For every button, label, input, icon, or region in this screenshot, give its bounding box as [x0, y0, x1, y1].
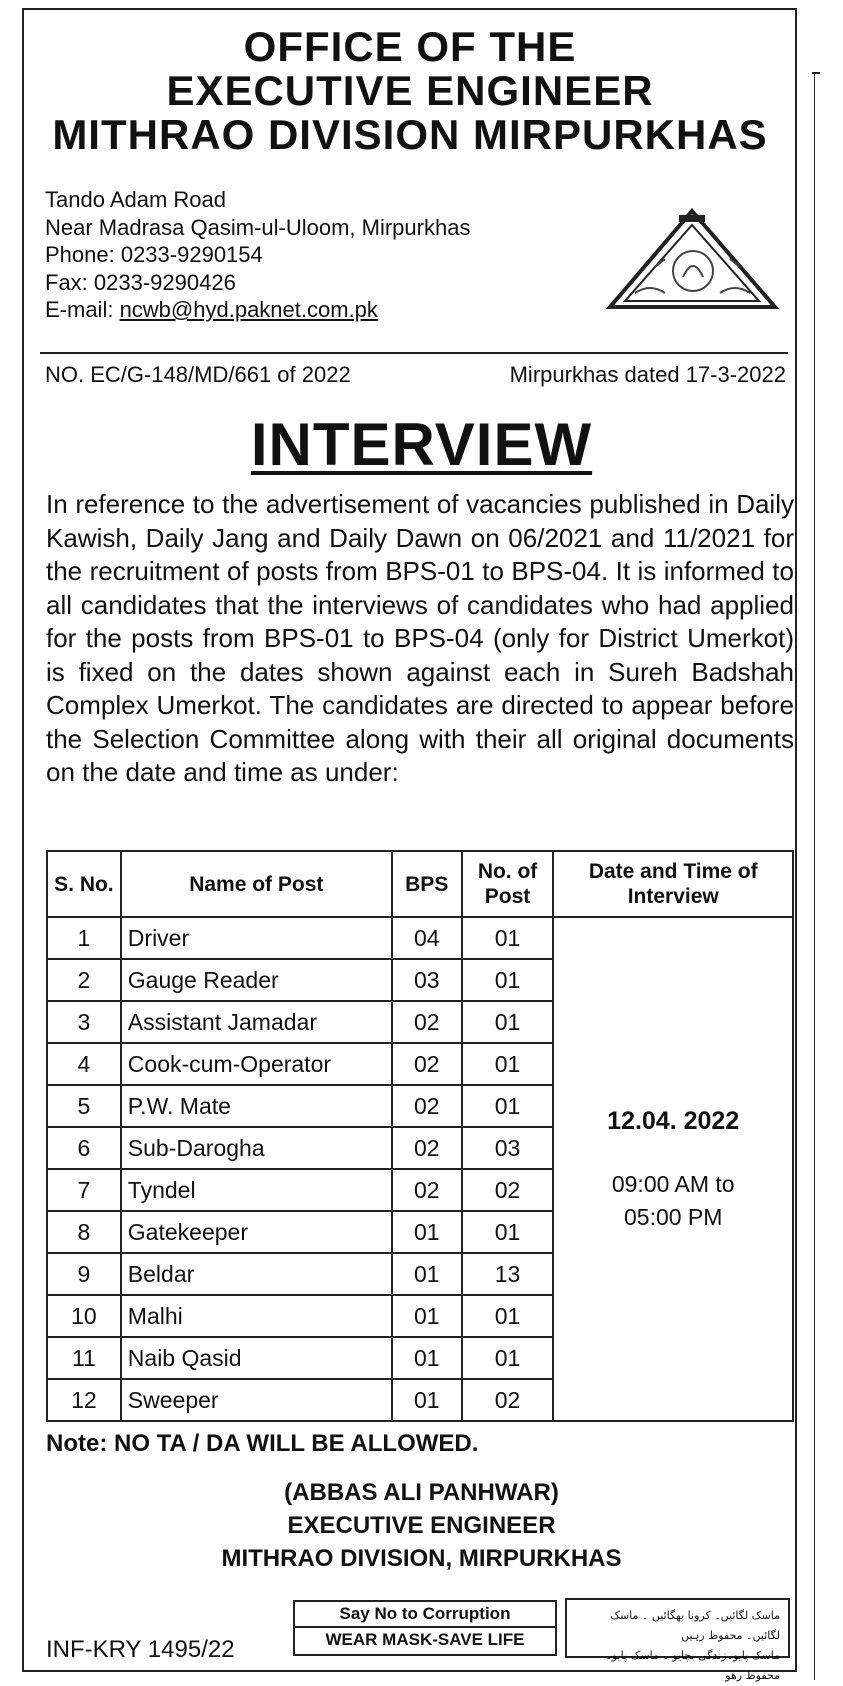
- address-line2: Near Madrasa Qasim-ul-Uloom, Mirpurkhas: [45, 214, 471, 240]
- header-bps: BPS: [392, 851, 462, 917]
- cell-count: 01: [462, 1085, 554, 1127]
- urdu-slogan-box: [565, 1598, 790, 1682]
- reference-date: Mirpurkhas dated 17-3-2022: [509, 362, 786, 387]
- interview-date: 12.04. 2022: [607, 1106, 740, 1135]
- office-title-line1: OFFICE OF THE: [243, 23, 577, 70]
- cell-count: 01: [462, 1001, 554, 1043]
- cell-sno: 12: [47, 1379, 121, 1421]
- cell-post: Sweeper: [121, 1379, 392, 1421]
- cell-sno: 8: [47, 1211, 121, 1253]
- cell-post: Gauge Reader: [121, 959, 392, 1001]
- cell-count: 01: [462, 1337, 554, 1379]
- interview-heading: INTERVIEW: [250, 411, 593, 478]
- interview-datetime-cell: [553, 917, 793, 1421]
- urdu-slogan-line1: ماسک لگائیں۔ کرونا بھگائیں ۔ ماسک لگائیں۔ محفوظ رہیں: [610, 1609, 780, 1642]
- cell-bps: 02: [392, 1169, 462, 1211]
- cell-count: 01: [462, 1043, 554, 1085]
- cell-sno: 4: [47, 1043, 121, 1085]
- office-title-line2: EXECUTIVE ENGINEER: [166, 67, 654, 114]
- page-edge-line: [814, 72, 815, 1680]
- cell-count: 01: [462, 1211, 554, 1253]
- cell-count: 01: [462, 959, 554, 1001]
- cell-post: Cook-cum-Operator: [121, 1043, 392, 1085]
- cell-bps: 01: [392, 1379, 462, 1421]
- office-title-line3: MITHRAO DIVISION MIRPURKHAS: [52, 111, 768, 158]
- cell-sno: 7: [47, 1169, 121, 1211]
- slogan-corruption: Say No to Corruption: [295, 1602, 555, 1628]
- cell-sno: 1: [47, 917, 121, 959]
- cell-sno: 10: [47, 1295, 121, 1337]
- cell-bps: 01: [392, 1295, 462, 1337]
- signatory-office: MITHRAO DIVISION, MIRPURKHAS: [221, 1545, 622, 1572]
- table-row: [47, 917, 793, 959]
- email-row: [45, 296, 470, 324]
- phone-number: Phone: 0233-9290154: [45, 242, 263, 267]
- cell-post: Driver: [121, 917, 392, 959]
- cell-count: 13: [462, 1253, 554, 1295]
- cell-bps: 02: [392, 1001, 462, 1043]
- cell-count: 02: [462, 1169, 554, 1211]
- cell-bps: 01: [392, 1337, 462, 1379]
- cell-sno: 11: [47, 1337, 121, 1379]
- cell-bps: 02: [392, 1085, 462, 1127]
- cell-bps: 04: [392, 917, 462, 959]
- department-logo-icon: [605, 207, 780, 312]
- fax-number: Fax: 0233-9290426: [45, 269, 236, 295]
- email-link[interactable]: ncwb@hyd.paknet.com.pk: [119, 297, 378, 322]
- address-line1: Tando Adam Road: [45, 187, 227, 212]
- interview-schedule-table: [46, 850, 794, 1422]
- cell-post: Gatekeeper: [121, 1211, 392, 1253]
- interview-time: 09:00 AM to 05:00 PM: [611, 1170, 735, 1230]
- office-address: [45, 186, 470, 324]
- page-edge-tick: [812, 72, 820, 74]
- cell-sno: 9: [47, 1253, 121, 1295]
- cell-bps: 01: [392, 1253, 462, 1295]
- cell-count: 02: [462, 1379, 554, 1421]
- cell-post: Sub-Darogha: [121, 1127, 392, 1169]
- notice-body: In reference to the advertisement of vacancies published in Daily Kawish, Daily Jang and Daily Dawn on 06/2021 and 11/2021 for the recruitment of posts from BPS-01 to BPS-04. It is informed to all candidates that the interviews of candidates who had applied for the posts from BPS-01 to BPS-04 (only for District Umerkot) is fixed on the dates shown against each in Sureh Badshah Complex Umerkot. The candidates are directed to appear before the Selection Committee along with their all original documents on the date and time as under:: [46, 489, 794, 787]
- email-label: E-mail:: [45, 297, 120, 322]
- cell-bps: 03: [392, 959, 462, 1001]
- cell-post: P.W. Mate: [121, 1085, 392, 1127]
- header-date: Date and Time of Interview: [553, 851, 793, 917]
- header-sno: S. No.: [47, 851, 121, 917]
- slogan-mask: WEAR MASK-SAVE LIFE: [325, 1630, 525, 1649]
- urdu-slogan-line2: ماسک پایو۔زندگی بچایو ۔ ماسک پایو۔ محفوظ رھو: [605, 1649, 780, 1682]
- cell-bps: 01: [392, 1211, 462, 1253]
- cell-post: Assistant Jamadar: [121, 1001, 392, 1043]
- cell-sno: 6: [47, 1127, 121, 1169]
- cell-post: Malhi: [121, 1295, 392, 1337]
- table-header-row: [47, 851, 793, 917]
- cell-count: 03: [462, 1127, 554, 1169]
- cell-count: 01: [462, 1295, 554, 1337]
- cell-count: 01: [462, 917, 554, 959]
- cell-post: Beldar: [121, 1253, 392, 1295]
- cell-sno: 5: [47, 1085, 121, 1127]
- cell-post: Tyndel: [121, 1169, 392, 1211]
- signatory-name: (ABBAS ALI PANHWAR): [284, 1479, 559, 1506]
- inf-reference: INF-KRY 1495/22: [46, 1636, 235, 1663]
- reference-number: NO. EC/G-148/MD/661 of 2022: [45, 362, 351, 387]
- cell-sno: 3: [47, 1001, 121, 1043]
- header-count: No. of Post: [462, 851, 554, 917]
- cell-post: Naib Qasid: [121, 1337, 392, 1379]
- signatory-designation: EXECUTIVE ENGINEER: [287, 1512, 556, 1539]
- allowance-note: Note: NO TA / DA WILL BE ALLOWED.: [46, 1430, 479, 1457]
- cell-bps: 02: [392, 1127, 462, 1169]
- header-post: Name of Post: [121, 851, 392, 917]
- cell-bps: 02: [392, 1043, 462, 1085]
- slogan-box: [293, 1600, 557, 1656]
- reference-line: [40, 352, 788, 388]
- cell-sno: 2: [47, 959, 121, 1001]
